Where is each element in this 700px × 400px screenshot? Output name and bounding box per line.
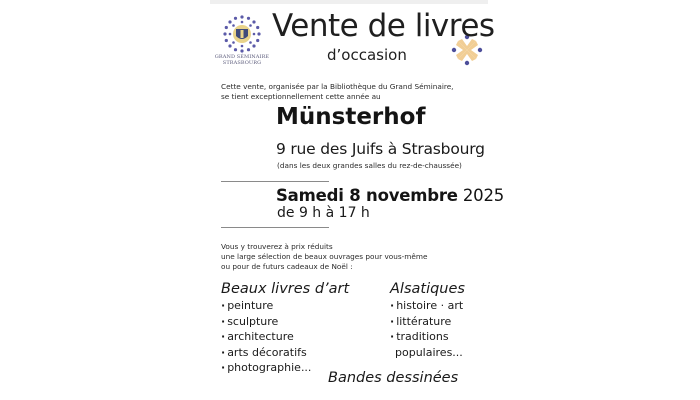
intro-line2: se tient exceptionnellement cette année au (221, 92, 381, 101)
category-title: Beaux livres d’art (221, 281, 350, 297)
event-year: 2025 (462, 186, 505, 205)
list-item-continuation: populaires... (395, 345, 463, 359)
divider-top (221, 181, 329, 182)
intro-line1: Cette vente, organisée par la Bibliothèque du Grand Séminaire, (221, 82, 454, 91)
category-comics: Bandes dessinées (328, 370, 459, 386)
seminary-logo-caption (214, 54, 270, 66)
event-date (276, 186, 504, 205)
event-day: Samedi 8 novembre (276, 186, 458, 205)
offer-line2: une large sélection de beaux ouvrages pour vous-même (221, 252, 428, 261)
list-item: · architecture (221, 329, 349, 345)
category-alsatiques (390, 281, 465, 360)
list-item: · traditions (390, 329, 465, 345)
list-item: · sculpture (221, 314, 349, 330)
offer-text (221, 242, 427, 272)
category-title: Alsatiques (390, 281, 465, 297)
divider-bottom (221, 227, 329, 228)
category-list (390, 298, 465, 360)
flyer-subtitle: d’occasion (327, 46, 407, 64)
list-item: · photographie... (221, 360, 349, 376)
list-item: · peinture (221, 298, 349, 314)
logo-caption-line2: STRASBOURG (222, 60, 262, 66)
list-item: · littérature (390, 314, 465, 330)
event-hours: de 9 h à 17 h (277, 205, 370, 221)
category-list (221, 298, 349, 376)
intro-text (221, 82, 454, 102)
offer-line1: Vous y trouverez à prix réduits (221, 242, 333, 251)
seminary-logo-icon (222, 14, 262, 54)
list-item: · arts décoratifs (221, 345, 349, 361)
category-art-books (221, 281, 349, 376)
page-top-strip (210, 0, 488, 4)
venue-note: (dans les deux grandes salles du rez-de-chaussée) (277, 161, 462, 170)
list-item: · histoire · art (390, 298, 465, 314)
venue-address: 9 rue des Juifs à Strasbourg (276, 140, 485, 158)
offer-line3: ou pour de futurs cadeaux de Noël : (221, 262, 353, 271)
flyer-title: Vente de livres (272, 8, 495, 44)
venue-name: Münsterhof (276, 104, 426, 130)
logo-caption-line1: GRAND SÉMINAIRE (214, 54, 270, 60)
